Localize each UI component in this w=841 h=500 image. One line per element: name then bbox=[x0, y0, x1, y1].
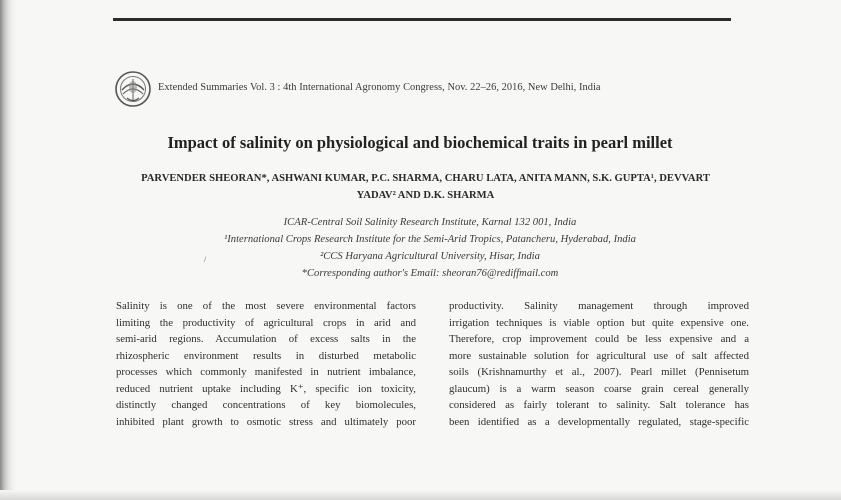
body-line: soils (Krishnamurthy et al., 2007). Pearl millet (Pennisetum bbox=[449, 366, 749, 378]
body-line: inhibited plant growth to osmotic stress and ultimately poor bbox=[116, 415, 416, 428]
body-line: processes which commonly manifested in nutrient imbalance, bbox=[116, 366, 416, 378]
body-line: Salinity is one of the most severe environmental factors bbox=[116, 300, 416, 312]
body-line: more sustainable solution for agricultural use of salt affected bbox=[449, 349, 749, 362]
affiliation-list bbox=[150, 214, 710, 282]
body-line: rhizospheric environment results in disturbed metabolic bbox=[116, 349, 416, 362]
body-line: reduced nutrient uptake including K⁺, specific ion toxicity, bbox=[116, 382, 416, 395]
body-line: limiting the productivity of agricultural crops in arid and bbox=[116, 316, 416, 329]
author-line: PARVENDER SHEORAN*, ASHWANI KUMAR, P.C. SHARMA, CHARU LATA, ANITA MANN, S.K. GUPTA¹, DEVVART bbox=[141, 173, 710, 184]
affiliation-line: ¹International Crops Research Institute for the Semi-Arid Tropics, Patancheru, Hyderabad, India bbox=[224, 234, 636, 245]
corresponding-email: *Corresponding author's Email: sheoran76@rediffmail.com bbox=[301, 268, 559, 279]
affiliation-line: ICAR-Central Soil Salinity Research Institute, Karnal 132 001, India bbox=[283, 217, 577, 228]
body-column-right bbox=[449, 298, 749, 430]
body-line: distinctly changed concentrations of key biomolecules, bbox=[116, 399, 416, 411]
paper-title: Impact of salinity on physiological and biochemical traits in pearl millet bbox=[167, 133, 673, 152]
affiliation-line: ²CCS Haryana Agricultural University, Hisar, India bbox=[320, 251, 540, 262]
body-line: glaucum) is a warm season coarse grain cereal generally bbox=[449, 382, 749, 395]
author-list bbox=[118, 170, 733, 204]
body-line: irrigation techniques is viable option but quite expensive one. bbox=[449, 316, 749, 329]
running-header: Extended Summaries Vol. 3 : 4th International Agronomy Congress, Nov. 22–26, 2016, New Delhi, India bbox=[158, 82, 601, 93]
author-line: YADAV² AND D.K. SHARMA bbox=[356, 190, 495, 201]
body-line: considered as fairly tolerant to salinity. Salt tolerance has bbox=[449, 399, 749, 411]
body-line: Therefore, crop improvement could be less expensive and a bbox=[449, 333, 749, 345]
pencil-mark-icon: / bbox=[204, 255, 207, 264]
body-line: been identified as a developmentally regulated, stage-specific bbox=[449, 415, 749, 428]
scan-edge-shadow bbox=[0, 0, 16, 500]
body-line: productivity. Salinity management through improved bbox=[449, 300, 749, 312]
scan-bottom-edge bbox=[0, 490, 841, 500]
body-line: semi-arid regions. Accumulation of excess salts in the bbox=[116, 333, 416, 345]
body-column-left bbox=[116, 298, 416, 430]
congress-logo-icon bbox=[114, 70, 152, 108]
top-rule bbox=[113, 18, 731, 21]
